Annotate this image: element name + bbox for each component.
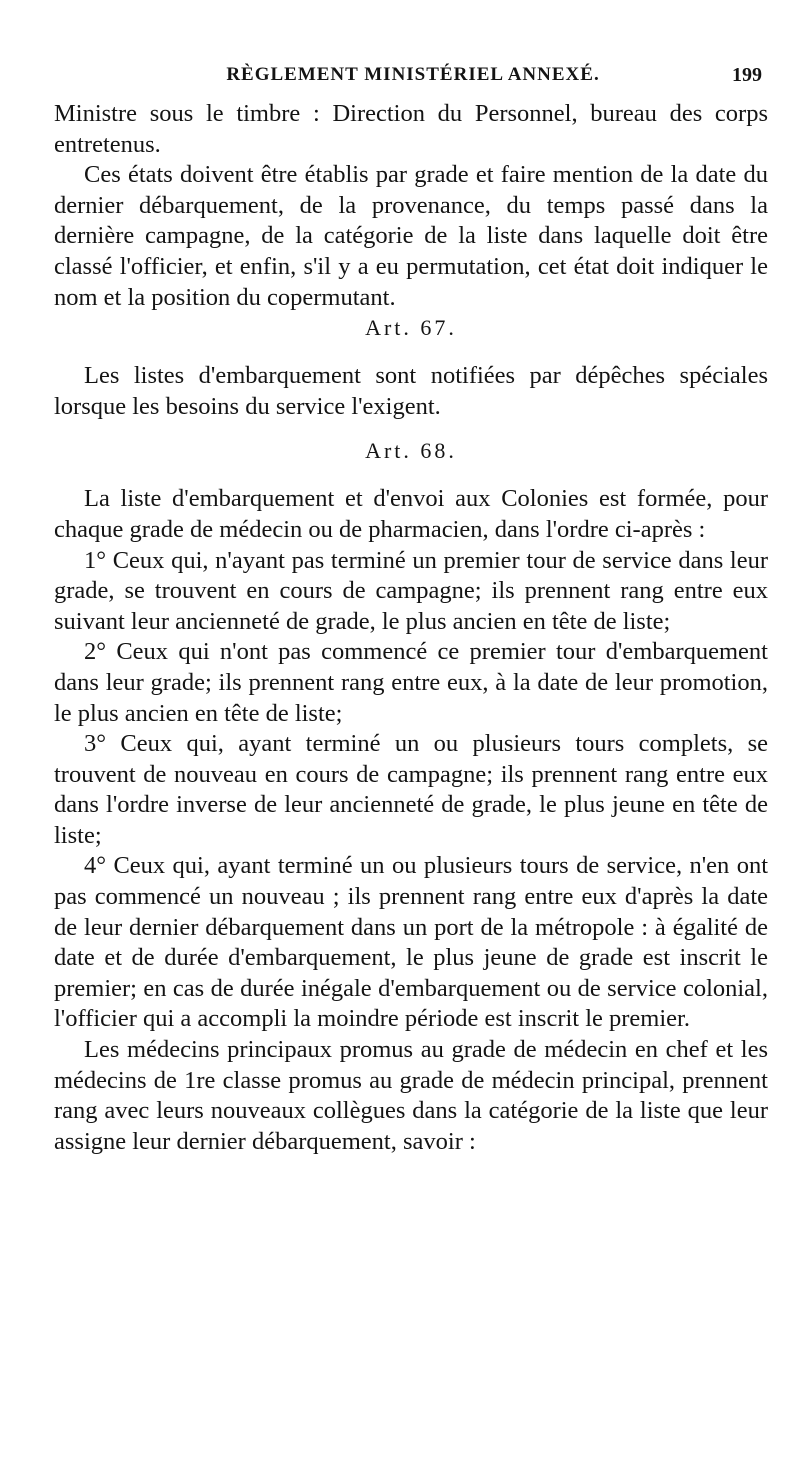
paragraph-listes: Les listes d'embarquement sont notifiées par dépêches spéciales lorsque les besoins du service l'exigent. [54, 362, 768, 420]
list-item-3: 3° Ceux qui, ayant terminé un ou plusieurs tours complets, se trouvent de nouveau en cours de campagne; ils prennent rang entre eux dans l'ordre inverse de leur ancienneté de grade, le plus jeune en tête de liste; [54, 730, 768, 849]
page-number: 199 [732, 64, 762, 86]
paragraph-etats: Ces états doivent être établis par grade et faire mention de la date du dernier débarquement, de la provenance, du temps passé dans la dernière campagne, de la catégorie de la liste dans laquelle doit être classé l'officier, et enfin, s'il y a eu permutation, cet état doit indiquer le nom et la position du copermutant. [54, 161, 768, 311]
list-item-2: 2° Ceux qui n'ont pas commencé ce premier tour d'embarquement dans leur grade; ils prennent rang entre eux, à la date de leur promotion, le plus ancien en tête de liste; [54, 638, 768, 727]
paragraph-medecins-principaux: Les médecins principaux promus au grade de médecin en chef et les médecins de 1re classe promus au grade de médecin principal, prennent rang avec leurs nouveaux collègues dans la catégorie de la liste que leur assigne leur dernier débarquement, savoir : [54, 1036, 768, 1155]
running-title: RÈGLEMENT MINISTÉRIEL ANNEXÉ. [226, 64, 600, 85]
paragraph-liste-embarquement: La liste d'embarquement et d'envoi aux Colonies est formée, pour chaque grade de médecin ou de pharmacien, dans l'ordre ci-après : [54, 485, 768, 543]
body-text [54, 99, 768, 1157]
running-header [60, 64, 766, 94]
list-item-4: 4° Ceux qui, ayant terminé un ou plusieurs tours de service, n'en ont pas commencé un nouveau ; ils prennent rang entre eux d'après la date de leur dernier débarquement dans un port de la métropole : à égalité de date et de durée d'embarquement, le plus jeune de grade est inscrit le premier; en cas de durée inégale d'embarquement ou de service colonial, l'officier qui a accompli la moindre période est inscrit le premier. [54, 852, 768, 1033]
paragraph-continuation: Ministre sous le timbre : Direction du Personnel, bureau des corps entretenus. [54, 100, 768, 158]
list-item-1: 1° Ceux qui, n'ayant pas terminé un premier tour de service dans leur grade, se trouvent en cours de campagne; ils prennent rang entre eux suivant leur ancienneté de grade, le plus ancien en tête de liste; [54, 546, 768, 635]
article-68-heading: Art. 68. [365, 438, 457, 464]
article-67-heading: Art. 67. [365, 315, 457, 341]
